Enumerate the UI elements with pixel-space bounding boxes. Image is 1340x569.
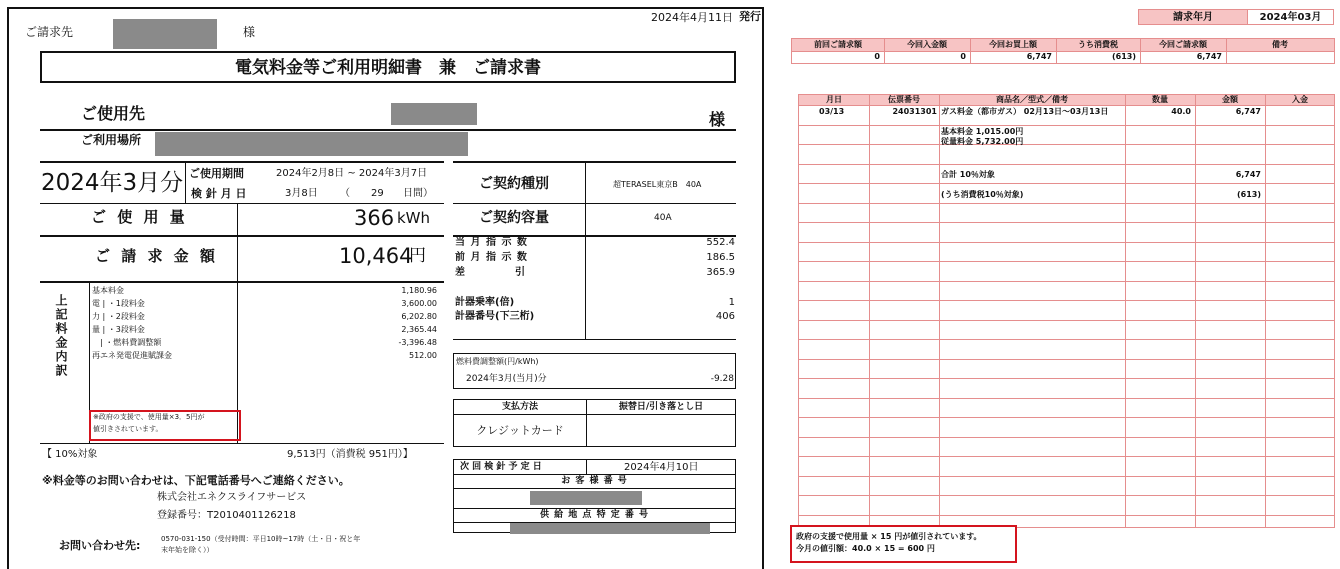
summary-value: (613) xyxy=(1111,52,1136,61)
gas-subsidy-notice-line1: 政府の支援で使用量 × 15 円が値引されています。 xyxy=(796,532,982,541)
summary-header: 今回入金額 xyxy=(907,40,947,49)
detail-row-line xyxy=(799,203,1334,204)
breakdown-item-label: 電 | ・1段料金 xyxy=(92,299,145,308)
detail-date: 03/13 xyxy=(819,107,845,116)
fuel-adjustment-month: 2024年3月(当月)分 xyxy=(466,374,547,384)
detail-header: 伝票番号 xyxy=(888,95,920,104)
usage-fee: 従量料金 5,732.00円 xyxy=(941,137,1024,146)
detail-slip: 24031301 xyxy=(892,107,937,116)
bill-month-value: 2024年03月 xyxy=(1259,12,1322,23)
summary-value: 0 xyxy=(874,52,880,61)
contract-capacity-value: 40A xyxy=(654,213,672,223)
reading-value: 186.5 xyxy=(706,252,735,263)
meter-number-label: 計器番号(下三桁) xyxy=(455,311,535,322)
meter-days-unit: 日間） xyxy=(403,188,433,199)
detail-header: 数量 xyxy=(1152,95,1168,104)
detail-row-line xyxy=(799,300,1334,301)
detail-header: 入金 xyxy=(1292,95,1308,104)
summary-value: 0 xyxy=(960,52,966,61)
summary-header: 前回ご請求額 xyxy=(814,40,862,49)
electricity-bill-document: ご請求先 様 2024年4月11日 発行 電気料金等ご利用明細書 兼 ご請求書 ご使用先 様 ご利用場所 2024年3月分 ご使用期間 2024年2月8日 ~ 2024年3月7日 検 針 月 日 3月8日 （ 29 日間） ご 使 用 量 366 kWh ご 請 求 金 額 10,464 円 上記料金内訳 基本料金 1,180.96 電 | ・1段料金 3,600.00 力 | ・2段料金 6,202.80 量 | ・3段料金 2,365.44 | ・燃料費調整額 -3,396.48 再エネ発電促進賦課金 512.00 ※政府の支援で、使用量×3．5円が 値引きされています。 【 10%対象 9,513円（消費税 951円）】 ※料金等のお問い合わせは、下記電話番号へご連絡ください。 株式会社エネクスライフサービス 登録番号：T2010401126218 お問い合わせ先: 0570-031-150（受付時間：平日10時~17時（土・日・祝と年 末年始を除く）） ご契約種別 超TERASEL東京B 40A ご契約容量 40A 当 月 指 示 数 552.4 前 月 指 示 数 186.5 差 引 365.9 計器乗率(倍) 1 計器番号(下三桁) 406 燃料費調整額(円/kWh) 2024年3月(当月)分 -9.28 支払方法 振替日/引き落とし日 クレジットカード 次 回 検 針 予 定 日 2024年4月10日 お 客 様 番 号 供 給 地 点 特 定 番 号 xyxy=(7,7,764,569)
subsidy-notice-line1: ※政府の支援で、使用量×3．5円が xyxy=(93,413,205,421)
detail-row-line xyxy=(799,456,1334,457)
billing-to-label: ご請求先 xyxy=(25,25,74,39)
payment-method-value: クレジットカード xyxy=(476,424,564,437)
bill-month-value-cell xyxy=(1248,9,1334,25)
reading-value: 552.4 xyxy=(706,237,735,248)
detail-row-line xyxy=(799,105,1334,106)
meter-days: 29 xyxy=(371,188,384,199)
summary-value: 6,747 xyxy=(1196,52,1222,61)
tax-target-value: 9,513円（消費税 951円）】 xyxy=(287,449,413,460)
amount-unit: 円 xyxy=(409,246,426,266)
detail-row-line xyxy=(799,417,1334,418)
payment-date-label: 振替日/引き落とし日 xyxy=(618,402,704,412)
detail-row-line xyxy=(799,281,1334,282)
bill-month-label-cell xyxy=(1138,9,1248,25)
breakdown-item-label: 量 | ・3段料金 xyxy=(92,325,145,334)
summary-value: 6,747 xyxy=(1026,52,1052,61)
fuel-adjustment-value: -9.28 xyxy=(710,374,734,384)
breakdown-item-value: 2,365.44 xyxy=(401,325,437,334)
usage-unit: kWh xyxy=(397,209,431,227)
breakdown-item-label: 基本料金 xyxy=(92,286,124,295)
issue-date: 2024年4月11日 xyxy=(651,11,733,24)
meter-date-value: 3月8日 xyxy=(285,188,318,199)
breakdown-item-value: 3,600.00 xyxy=(401,299,437,308)
detail-row-line xyxy=(799,261,1334,262)
breakdown-item-value: 6,202.80 xyxy=(401,312,437,321)
next-meter-value: 2024年4月10日 xyxy=(624,462,699,473)
usage-address-label: ご利用場所 xyxy=(81,133,142,147)
breakdown-item-label: | ・燃料費調整額 xyxy=(92,338,162,347)
breakdown-item-value: 1,180.96 xyxy=(401,286,437,295)
meter-date-label: 検 針 月 日 xyxy=(191,187,247,200)
breakdown-label: 上記料金内訳 xyxy=(54,294,68,378)
billing-month: 2024年3月分 xyxy=(41,170,184,196)
title-box xyxy=(40,51,736,83)
fuel-adjustment-box xyxy=(453,353,736,389)
detail-row-line xyxy=(799,339,1334,340)
honorific-2: 様 xyxy=(709,110,726,129)
detail-row-line xyxy=(799,320,1334,321)
redacted-address xyxy=(155,132,468,156)
detail-header: 金額 xyxy=(1222,95,1238,104)
inquiry-label: お問い合わせ先: xyxy=(59,539,141,552)
redacted-billing-name xyxy=(113,19,217,49)
detail-row-line xyxy=(799,183,1334,184)
next-meter-label: 次 回 検 針 予 定 日 xyxy=(460,462,542,472)
usage-place-label: ご使用先 xyxy=(81,104,146,123)
tax-10-value: (613) xyxy=(1236,190,1261,199)
summary-header: 今回お買上額 xyxy=(989,40,1037,49)
subsidy-notice-line2: 値引きされています。 xyxy=(93,425,163,433)
document-title: 電気料金等ご利用明細書 兼 ご請求書 xyxy=(235,58,541,78)
detail-row-line xyxy=(799,222,1334,223)
detail-row-line xyxy=(799,242,1334,243)
meter-number-value: 406 xyxy=(715,311,735,322)
detail-row-line xyxy=(799,378,1334,379)
breakdown-item-label: 再エネ発電促進賦課金 xyxy=(92,351,172,360)
contract-type-label: ご契約種別 xyxy=(479,176,549,192)
detail-row-line xyxy=(799,125,1334,126)
breakdown-item-value: -3,396.48 xyxy=(398,338,437,347)
detail-row-line xyxy=(799,515,1334,516)
contract-capacity-label: ご契約容量 xyxy=(479,210,549,226)
gas-subsidy-notice-line2: 今月の値引額：40.0 × 15 = 600 円 xyxy=(796,544,935,553)
customer-number-label: お 客 様 番 号 xyxy=(561,476,628,486)
usage-value: 366 xyxy=(354,206,395,230)
period-value: 2024年2月8日 ~ 2024年3月7日 xyxy=(276,168,428,179)
company-name: 株式会社エネクスライフサービス xyxy=(157,492,307,503)
payment-method-label: 支払方法 xyxy=(501,402,538,412)
redacted-user-name xyxy=(391,103,477,125)
redacted-customer-number xyxy=(530,491,642,505)
fuel-adjustment-label: 燃料費調整額(円/kWh) xyxy=(456,357,539,366)
total-10-label: 合計 10％対象 xyxy=(941,170,995,179)
detail-qty: 40.0 xyxy=(1171,107,1191,116)
usage-label: ご 使 用 量 xyxy=(91,208,188,226)
registration-number: 登録番号：T2010401126218 xyxy=(157,510,296,521)
contract-type-value: 超TERASEL東京B 40A xyxy=(613,180,702,189)
multiplier-value: 1 xyxy=(728,297,735,308)
tax-10-label: (うち消費税10％対象) xyxy=(941,190,1024,199)
detail-amount: 6,747 xyxy=(1235,107,1261,116)
tax-target-label: 【 10%対象 xyxy=(42,449,98,460)
detail-row-line xyxy=(799,476,1334,477)
payment-method-box xyxy=(453,399,736,447)
summary-header: 備考 xyxy=(1272,40,1288,49)
amount-value: 10,464 xyxy=(339,244,413,268)
summary-header: うち消費税 xyxy=(1078,40,1118,49)
reading-label: 前 月 指 示 数 xyxy=(455,252,528,263)
detail-header: 月日 xyxy=(826,95,842,104)
period-label: ご使用期間 xyxy=(189,167,244,180)
multiplier-label: 計器乗率(倍) xyxy=(455,297,515,308)
contact-notice: ※料金等のお問い合わせは、下記電話番号へご連絡ください。 xyxy=(42,474,350,487)
honorific: 様 xyxy=(243,25,256,39)
detail-item: ガス料金（都市ガス） 02月13日～03月13日 xyxy=(941,107,1109,116)
supply-point-label: 供 給 地 点 特 定 番 号 xyxy=(540,510,649,520)
amount-label: ご 請 求 金 額 xyxy=(95,247,218,265)
total-10-value: 6,747 xyxy=(1235,170,1261,179)
summary-table xyxy=(791,38,1335,64)
detail-header: 商品名／型式／備考 xyxy=(996,95,1068,104)
detail-row-line xyxy=(799,495,1334,496)
inquiry-line1: 0570-031-150（受付時間：平日10時~17時（土・日・祝と年 xyxy=(161,535,361,543)
detail-row-line xyxy=(799,359,1334,360)
detail-table xyxy=(798,94,1335,528)
basic-fee: 基本料金 1,015.00円 xyxy=(941,127,1024,136)
redacted-supply-point xyxy=(510,523,710,534)
breakdown-item-value: 512.00 xyxy=(409,351,437,360)
inquiry-line2: 末年始を除く）） xyxy=(161,546,214,554)
bill-month-label: 請求年月 xyxy=(1173,12,1213,23)
customer-info-box xyxy=(453,459,736,533)
issue-label: 発行 xyxy=(739,10,761,23)
detail-row-line xyxy=(799,164,1334,165)
reading-label: 差 引 xyxy=(455,267,525,278)
breakdown-item-label: 力 | ・2段料金 xyxy=(92,312,145,321)
detail-row-line xyxy=(799,398,1334,399)
reading-label: 当 月 指 示 数 xyxy=(455,237,528,248)
detail-row-line xyxy=(799,437,1334,438)
summary-header: 今回ご請求額 xyxy=(1159,40,1207,49)
reading-value: 365.9 xyxy=(706,267,735,278)
detail-row-line xyxy=(799,144,1334,145)
